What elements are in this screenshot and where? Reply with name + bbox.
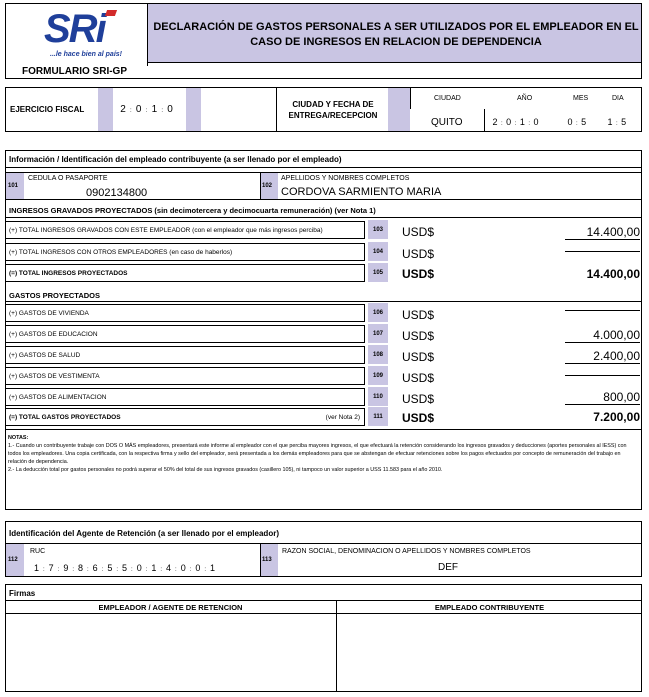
currency-104: USD$: [402, 247, 435, 261]
ingreso-row-104: [5, 243, 365, 261]
razon-value: DEF: [438, 562, 458, 573]
value-blank-line-106: [565, 310, 640, 311]
code-103: 103: [368, 220, 388, 239]
ingreso-label: (+) TOTAL INGRESOS GRAVADOS CON ESTE EMPLEADOR (con el empleador que más ingresos perciba): [9, 226, 323, 234]
notas-top-rule: [5, 429, 642, 430]
gasto-label: (=) TOTAL GASTOS PROYECTADOS: [9, 413, 121, 421]
value-blank-line-109: [565, 375, 640, 376]
code-110: 110: [368, 387, 388, 406]
gasto-label: (+) GASTOS DE VIVIENDA: [9, 309, 89, 317]
notas-title: NOTAS:: [8, 435, 29, 441]
currency-106: USD$: [402, 308, 435, 322]
mes-label: MES: [573, 95, 589, 102]
ano-label: AÑO: [517, 95, 533, 102]
code-107: 107: [368, 324, 388, 343]
ruc-digit: 1: [151, 563, 157, 573]
ruc-label: RUC: [30, 548, 46, 555]
ejercicio-digit: 2: [120, 104, 126, 115]
empleado-section-title: Información / Identificación del empleado contribuyente (a ser llenado por el empleado): [9, 155, 342, 164]
ano-digit: 2: [492, 117, 498, 127]
nota-2-ref: (ver Nota 2): [325, 413, 360, 421]
value-105: 14.400,00: [586, 267, 640, 281]
title-line-1: DECLARACIÓN DE GASTOS PERSONALES A SER UTILIZADOS POR EL EMPLEADOR EN EL: [153, 21, 639, 33]
ingreso-label: (+) TOTAL INGRESOS CON OTROS EMPLEADORES (en caso de haberlos): [9, 248, 233, 256]
gasto-label: (+) GASTOS DE EDUCACION: [9, 330, 98, 338]
code-113: 113: [262, 557, 272, 563]
mes-digit: 0: [567, 117, 573, 127]
ruc-digit: 5: [107, 563, 113, 573]
empleado-signature-area[interactable]: [338, 615, 641, 691]
ciudad-fecha-line-2: ENTREGA/RECEPCION: [288, 111, 378, 120]
notas-block: [8, 434, 638, 474]
ruc-digits: 1 : 7 : 9 : 8 : 6 : 5 : 5 : 0 : 1 : 4 : 0 : 0 : 1: [30, 563, 219, 573]
ruc-digit: 0: [180, 563, 186, 573]
nombres-value: CORDOVA SARMIENTO MARIA: [281, 186, 442, 198]
ejercicio-digit: 1: [151, 104, 158, 115]
ciudad-label: CIUDAD: [434, 95, 461, 102]
gasto-row-106: [5, 304, 365, 322]
currency-108: USD$: [402, 350, 435, 364]
empleador-signature-area[interactable]: [6, 615, 335, 691]
ruc-digit: 9: [63, 563, 69, 573]
ciudad-divider: [484, 109, 485, 131]
gastos-title-rule: [5, 301, 642, 302]
logo-tagline: ...le hace bien al país!: [50, 51, 122, 58]
ciudad-fecha-line-1: CIUDAD Y FECHA DE: [292, 100, 374, 109]
title-line-2: CASO DE INGRESOS EN RELACION DE DEPENDENCIA: [250, 36, 542, 48]
gasto-label: (+) GASTOS DE ALIMENTACION: [9, 393, 107, 401]
ejercicio-digit: 0: [167, 104, 173, 115]
gasto-row-110: [5, 388, 365, 406]
dia-digit: 1: [607, 117, 613, 127]
currency-111: USD$: [402, 411, 435, 425]
gasto-label: (+) GASTOS DE VESTIMENTA: [9, 372, 100, 380]
ingreso-row-103: [5, 221, 365, 239]
dia-digit: 5: [621, 117, 627, 127]
ruc-digit: 6: [92, 563, 98, 573]
nombres-label: APELLIDOS Y NOMBRES COMPLETOS: [281, 175, 410, 182]
value-111: 7.200,00: [593, 410, 640, 424]
code-102: 102: [262, 183, 273, 189]
ingresos-title-rule: [5, 217, 642, 218]
section-title-rule: [5, 167, 642, 168]
ejercicio-shade-right: [186, 88, 201, 131]
code-106: 106: [368, 303, 388, 322]
value-blank-line-104: [565, 251, 640, 252]
code-109: 109: [368, 366, 388, 385]
ruc-digit: 7: [48, 563, 54, 573]
gasto-row-108: [5, 346, 365, 364]
currency-110: USD$: [402, 392, 435, 406]
code-105: 105: [368, 263, 388, 282]
value-underline-103: [565, 239, 640, 240]
agente-section-title: Identificación del Agente de Retención (a ser llenado por el empleador): [9, 529, 279, 538]
header-title: [152, 20, 640, 50]
gasto-row-109: [5, 367, 365, 385]
value-underline-110: [565, 404, 640, 405]
ruc-digit: 0: [136, 563, 142, 573]
cedula-label: CEDULA O PASAPORTE: [28, 175, 108, 182]
gastos-section-title: GASTOS PROYECTADOS: [9, 291, 100, 300]
nota-2: 2.- La deducción total por gastos personales no podrá superar el 50% del total de sus ingresos gravados (casillero 105), ni tampoco un valor superior a USS 11.583 para el año 2010.: [8, 467, 443, 473]
mes-digit: 5: [581, 117, 587, 127]
ruc-digit: 0: [195, 563, 201, 573]
ejercicio-digit: 0: [135, 104, 142, 115]
title-separator: [148, 62, 642, 63]
ruc-digit: 1: [210, 563, 216, 573]
firmas-divider: [336, 600, 337, 692]
ruc-digit: 1: [33, 563, 39, 573]
dia-digits: 1 : 5: [604, 117, 630, 127]
code-104: 104: [368, 242, 388, 261]
ruc-digit: 8: [78, 563, 84, 573]
value-108: 2.400,00: [593, 349, 640, 363]
currency-105: USD$: [402, 267, 435, 281]
ano-digit: 0: [506, 117, 512, 127]
value-110: 800,00: [603, 390, 640, 404]
firmas-title: Firmas: [9, 589, 36, 598]
code-112: 112: [8, 557, 18, 563]
ruc-digit: 4: [166, 563, 172, 573]
fecha-shade: [388, 88, 410, 131]
ruc-digit: 5: [122, 563, 128, 573]
ejercicio-shade-left: [98, 88, 113, 131]
ciudad-fecha-label: [280, 99, 386, 121]
cedula-value: 0902134800: [86, 187, 148, 199]
ingreso-row-105: [5, 264, 365, 282]
ingreso-label: (=) TOTAL INGRESOS PROYECTADOS: [9, 269, 128, 277]
ejercicio-label: EJERCICIO FISCAL: [10, 105, 85, 114]
mes-digits: 0 : 5: [564, 117, 590, 127]
currency-103: USD$: [402, 225, 435, 239]
code-101: 101: [8, 183, 19, 189]
nota-1: 1.- Cuando un contribuyente trabaje con DOS O MÁS empleadores, presentará este informe al empleador con el que perciba mayores ingresos, el que efectuará la retención considerando los ingresos gravados y deducciones (aportes personales al IESS) con todos los empleadores. Una copia certificada, con la respectiva firma y sello del empleador, será presentada a los demás empleadores para que se abstengan de efectuar retenciones sobre los pagos efectuados por concepto de remuneración del trabajo en relación de dependencia.: [8, 443, 627, 465]
empleado-signature-label: EMPLEADO CONTRIBUYENTE: [434, 603, 545, 612]
value-underline-107: [565, 342, 640, 343]
gasto-label: (+) GASTOS DE SALUD: [9, 351, 81, 359]
ano-digits: 2 : 0 : 1 : 0: [489, 117, 542, 127]
ciudad-value: QUITO: [431, 117, 463, 128]
dia-label: DIA: [612, 95, 624, 102]
ano-digit: 1: [519, 117, 525, 127]
ano-digit: 0: [533, 117, 539, 127]
logo-text: SRi: [44, 7, 105, 51]
value-103: 14.400,00: [586, 225, 640, 239]
ingresos-section-title: INGRESOS GRAVADOS PROYECTADOS (sin decimotercera y decimocuarta remuneración) (ver Nota 1): [9, 206, 376, 215]
empleador-signature-label: EMPLEADOR / AGENTE DE RETENCION: [98, 603, 243, 612]
currency-109: USD$: [402, 371, 435, 385]
gasto-row-107: [5, 325, 365, 343]
value-107: 4.000,00: [593, 328, 640, 342]
razon-label: RAZON SOCIAL, DENOMINACION O APELLIDOS Y NOMBRES COMPLETOS: [282, 548, 531, 555]
code-111: 111: [368, 407, 388, 426]
form-name: FORMULARIO SRI-GP: [22, 66, 127, 77]
gasto-row-111: [5, 408, 365, 426]
value-underline-108: [565, 363, 640, 364]
currency-107: USD$: [402, 329, 435, 343]
code-108: 108: [368, 345, 388, 364]
ejercicio-digits: 2 : 0 : 1 : 0: [116, 104, 177, 115]
